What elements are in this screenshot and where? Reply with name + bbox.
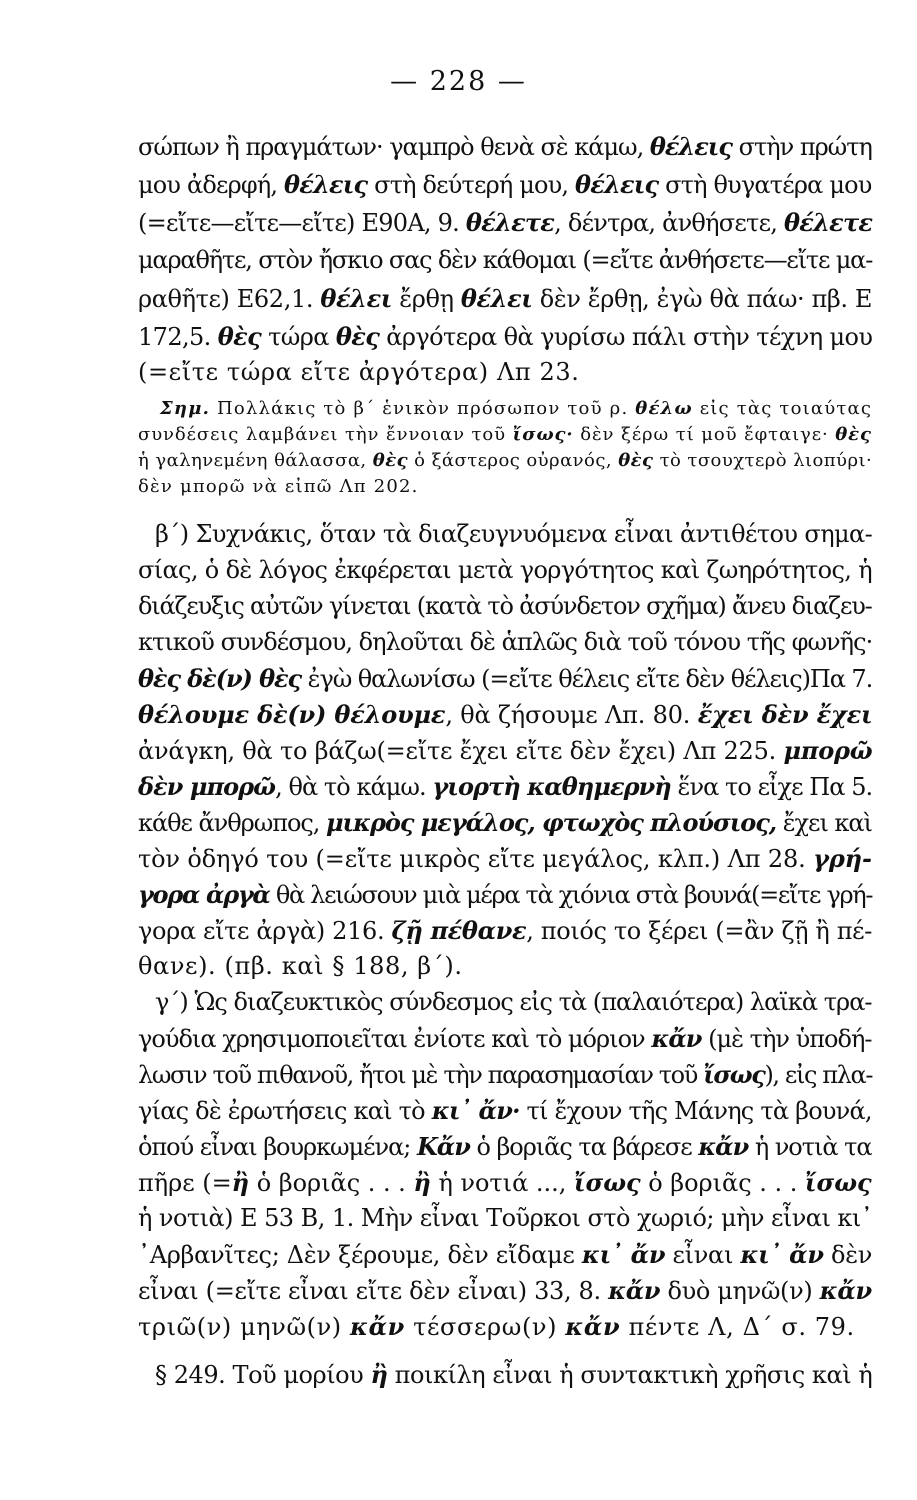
- text-line: τὸν ὁδηγό του (=εἴτε μικρὸς εἴτε μεγάλος, κλπ.) Λπ 28. γρή-: [138, 844, 872, 873]
- text-line: μαραθῆτε, στὸν ἤσκιο σας δὲν κάθομαι (=εἴτε ἀνθήσετε—εἴτε μα-: [138, 246, 873, 274]
- text-line: σώπων ἢ πραγμάτων· γαμπρὸ θενὰ σὲ κάμω, θέλεις στὴν πρώτη: [138, 132, 872, 161]
- note-line: δὲν μπορῶ νὰ εἰπῶ Λπ 202.: [138, 476, 419, 497]
- text-line: ὁπού εἶναι βουρκωμένα; Κἄν ὁ βοριᾶς τα βάρεσε κἄν ἡ νοτιὰ τα: [138, 1132, 872, 1161]
- text-line: τριῶ(ν) μηνῶ(ν) κἄν τέσσερω(ν) κἄν πέντε Λ, Δ΄ σ. 79.: [138, 1312, 855, 1341]
- text-line: ἀνάγκη, θὰ το βάζω(=εἴτε ἔχει εἴτε δὲν ἔχει) Λπ 225. μπορῶ: [138, 736, 873, 765]
- text-line: γορα ἀργὰ θὰ λειώσουν μιὰ μέρα τὰ χιόνια στὰ βουνά(=εἴτε γρή-: [138, 880, 873, 909]
- text-line: πῆρε (=ἢ ὁ βοριᾶς . . . ἢ ἡ νοτιά ..., ἴσως ὁ βοριᾶς . . . ἴσως: [138, 1168, 872, 1197]
- page-number: — 228 —: [390, 66, 527, 97]
- text-line: θανε). (πβ. καὶ § 188, β΄).: [138, 952, 463, 980]
- note-line: Σημ. Πολλάκις τὸ β΄ ἑνικὸν πρόσωπον τοῦ ρ. θέλω εἰς τὰς τοιαύτας: [160, 398, 873, 419]
- text-line: θέλουμε δὲ(ν) θέλουμε, θὰ ζήσουμε Λπ. 80. ἔχει δὲν ἔχει: [138, 700, 873, 729]
- text-line: γούδια χρησιμοποιεῖται ἐνίοτε καὶ τὸ μόριον κἄν (μὲ τὴν ὑποδή-: [138, 1024, 872, 1053]
- text-line: διάζευξις αὐτῶν γίνεται (κατὰ τὸ ἀσύνδετον σχῆμα) ἄνευ διαζευ-: [138, 592, 872, 620]
- text-line: γορα εἴτε ἀργὰ) 216. ζῇ πέθανε, ποιός το ξέρει (=ἂν ζῇ ἢ πέ-: [138, 916, 872, 945]
- text-line: ραθῆτε) Ε62,1. θέλει ἔρθῃ θέλει δὲν ἔρθῃ, ἐγὼ θὰ πάω· πβ. Ε: [138, 284, 873, 313]
- note-line: συνδέσεις λαμβάνει τὴν ἔννοιαν τοῦ ἴσως· δὲν ξέρω τί μοῦ ἔφταιγε· θὲς: [138, 424, 872, 445]
- text-line: γίας δὲ ἐρωτήσεις καὶ τὸ κι᾿ ἄν· τί ἔχουν τῆς Μάνης τὰ βουνά,: [138, 1096, 872, 1125]
- text-line: (=εἴτε τώρα εἴτε ἀργότερα) Λπ 23.: [138, 358, 580, 386]
- text-line: κτικοῦ συνδέσμου, δηλοῦται δὲ ἁπλῶς διὰ τοῦ τόνου τῆς φωνῆς·: [138, 628, 873, 656]
- text-line: ἡ νοτιὰ) Ε 53 Β, 1. Μὴν εἶναι Τοῦρκοι στὸ χωριό; μὴν εἶναι κι᾿: [138, 1204, 873, 1232]
- text-line: κάθε ἄνθρωπος, μικρὸς μεγάλος, φτωχὸς πλούσιος, ἔχει καὶ: [138, 808, 872, 837]
- text-line: γ΄) Ὡς διαζευκτικὸς σύνδεσμος εἰς τὰ (παλαιότερα) λαϊκὰ τρα-: [155, 988, 872, 1016]
- text-line: β΄) Συχνάκις, ὅταν τὰ διαζευγνυόμενα εἶναι ἀντιθέτου σημα-: [155, 520, 873, 548]
- text-line: μου ἀδερφή, θέλεις στὴ δεύτερή μου, θέλεις στὴ θυγατέρα μου: [138, 170, 872, 199]
- text-line: λωσιν τοῦ πιθανοῦ, ἤτοι μὲ τὴν παρασημασίαν τοῦ ἴσως), εἰς πλα-: [138, 1060, 873, 1089]
- section-249-line: § 249. Τοῦ μορίου ἢ ποικίλη εἶναι ἡ συντακτικὴ χρῆσις καὶ ἡ: [155, 1360, 873, 1389]
- text-line: εἶναι (=εἴτε εἶναι εἴτε δὲν εἶναι) 33, 8. κἄν δυὸ μηνῶ(ν) κἄν: [138, 1276, 872, 1305]
- text-line: 172,5. θὲς τώρα θὲς ἀργότερα θὰ γυρίσω πάλι στὴν τέχνη μου: [138, 322, 873, 351]
- text-line: (=εἴτε—εἴτε—εἴτε) Ε90Α, 9. θέλετε, δέντρα, ἀνθήσετε, θέλετε: [138, 208, 873, 237]
- text-line: ᾿Αρβανῖτες; Δὲν ξέρουμε, δὲν εἴδαμε κι᾿ ἄν εἶναι κι᾿ ἄν δὲν: [138, 1240, 873, 1269]
- note-line: ἡ γαληνεμένη θάλασσα, θὲς ὁ ξάστερος οὐρανός, θὲς τὸ τσουχτερὸ λιοπύρι·: [138, 450, 873, 471]
- text-line: σίας, ὁ δὲ λόγος ἐκφέρεται μετὰ γοργότητος καὶ ζωηρότητος, ἡ: [138, 556, 872, 584]
- text-line: δὲν μπορῶ, θὰ τὸ κάμω. γιορτὴ καθημερνὴ ἕνα το εἶχε Πα 5.: [138, 772, 873, 801]
- text-line: θὲς δὲ(ν) θὲς ἐγὼ θαλωνίσω (=εἴτε θέλεις εἴτε δὲν θέλεις)Πα 7.: [138, 664, 873, 693]
